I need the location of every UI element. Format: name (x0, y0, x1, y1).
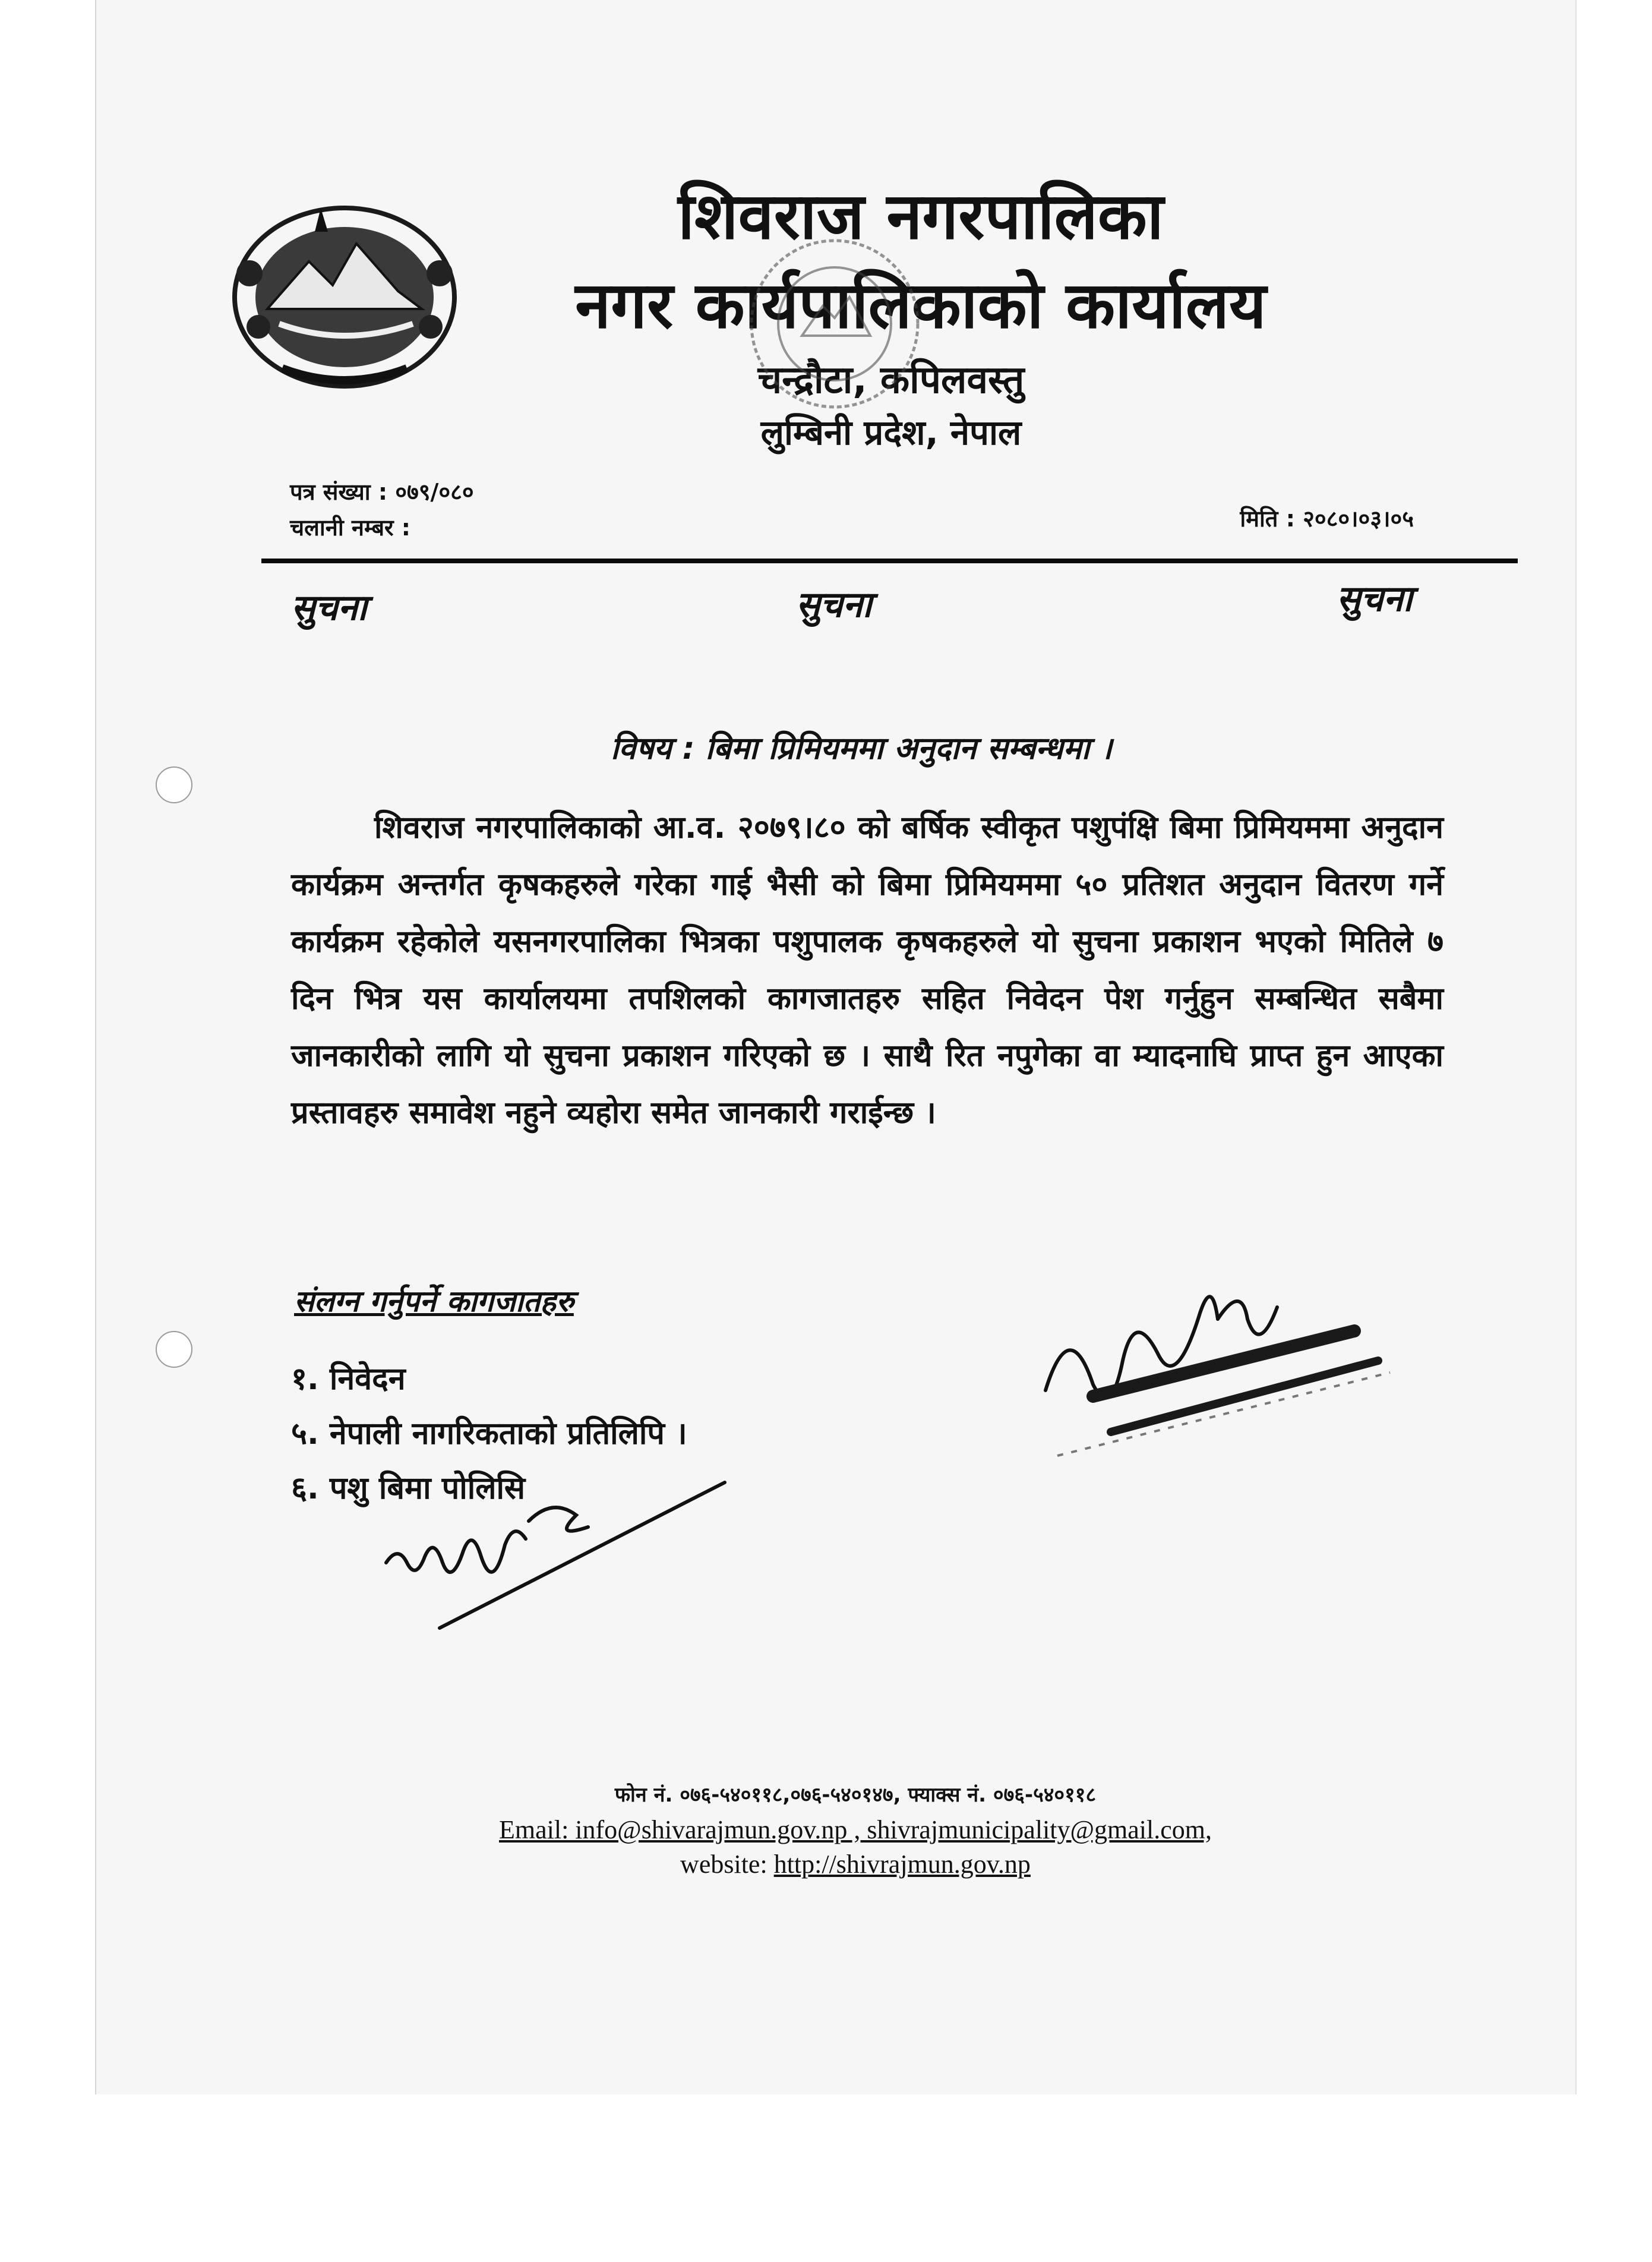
address-line: चन्द्रौटा, कपिलवस्तु (757, 358, 1025, 402)
letter-subject: विषय : बिमा प्रिमियममा अनुदान सम्बन्धमा । (610, 731, 1113, 766)
nepal-emblem-logo (226, 196, 463, 392)
footer-website (297, 1847, 1414, 1882)
notice-label-center: सुचना (796, 584, 872, 626)
handwritten-signature-left (380, 1474, 737, 1640)
footer-phone: फोन नं. ०७६-५४०११८,०७६-५४०१४७, फ्याक्स नं. ०७६-५४०११८ (614, 1783, 1097, 1807)
footer-email-link[interactable]: Email: info@shivarajmun.gov.np , shivrajmunicipality@gmail.com, (499, 1815, 1212, 1844)
attachment-item: ५. नेपाली नागरिकताको प्रतिलिपि । (291, 1416, 687, 1452)
official-seal-stamp (746, 235, 924, 413)
office-name-heading: नगर कार्यपालिकाको कार्यालय (575, 269, 1266, 343)
notice-label-right: सुचना (1337, 578, 1413, 620)
attachments-heading: संलग्न गर्नुपर्ने कागजातहरु (294, 1284, 574, 1318)
notice-body: शिवराज नगरपालिकाको आ.व. २०७९।८० को बर्षिक स्वीकृत पशुपंक्षि बिमा प्रिमियममा अनुदान कार्यक्रम अन्तर्गत कृषकहरुले गरेका गाई भैसी को बिमा प्रिमियममा ५० प्रतिशत अनुदान वितरण गर्ने कार्यक्रम रहेकोले यसनगरपालिका भित्रका पशुपालक कृषकहरुले यो सुचना प्रकाशन भएको मितिले ७ दिन भित्र यस कार्यालयमा तपशिलको कागजातहरु सहित निवेदन पेश गर्नुहुन सम्बन्धित सबैमा जानकारीको लागि यो सुचना प्रकाशन गरिएको छ । साथै रित नपुगेका वा म्यादनाघि प्राप्त हुन आएका प्रस्तावहरु समावेश नहुने व्यहोरा समेत जानकारी गराईन्छ । (291, 810, 1443, 1131)
notice-label-left: सुचना (291, 587, 367, 629)
letter-number: पत्र संख्या : ०७९/०८० (290, 479, 474, 505)
punch-hole (156, 1331, 192, 1368)
footer-website-link[interactable]: http://shivrajmun.gov.np (773, 1850, 1031, 1879)
municipality-name-heading: शिवराज नगरपालिका (678, 179, 1164, 254)
attachment-item: ६. पशु बिमा पोलिसि (291, 1471, 526, 1506)
province-line: लुम्बिनी प्रदेश, नेपाल (760, 412, 1022, 453)
punch-hole (156, 766, 192, 803)
attachment-item: १. निवेदन (291, 1361, 406, 1397)
footer-website-label: website: (680, 1850, 767, 1879)
officer-signature-stamp (1022, 1242, 1408, 1491)
dispatch-number: चलानी नम्बर : (290, 515, 411, 541)
header-divider (261, 559, 1518, 563)
letter-date: मिति : २०८०।०३।०५ (1240, 506, 1414, 532)
